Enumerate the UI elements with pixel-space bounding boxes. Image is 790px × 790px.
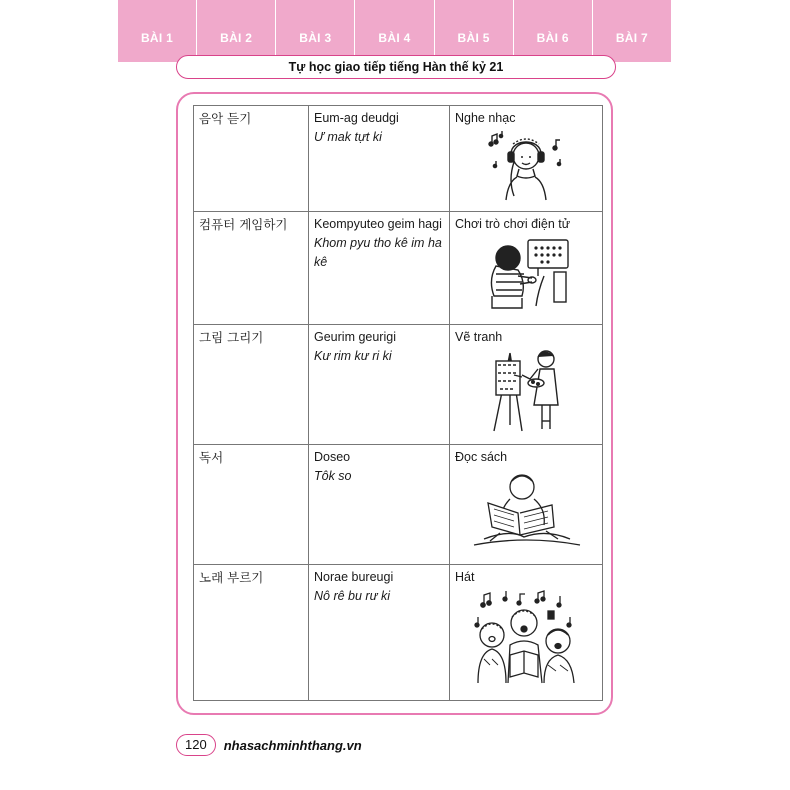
meaning-text: Nghe nhạc	[455, 111, 516, 125]
singing-children-illustration-icon	[470, 589, 582, 685]
meaning-text: Đọc sách	[455, 450, 508, 464]
romanization-text: Norae bureugi	[314, 570, 394, 584]
tab-bai-3[interactable]: BÀI 3	[276, 0, 355, 62]
romanization-cell	[309, 212, 450, 325]
page-number: 120	[176, 734, 216, 756]
meaning-cell	[450, 445, 603, 565]
romanization-text: Geurim geurigi	[314, 330, 396, 344]
meaning-cell	[450, 106, 603, 212]
meaning-cell	[450, 212, 603, 325]
tab-bai-1[interactable]: BÀI 1	[118, 0, 197, 62]
meaning-text: Chơi trò chơi điện tử	[455, 217, 571, 231]
website-link[interactable]: nhasachminhthang.vn	[223, 737, 362, 753]
romanization-cell	[309, 106, 450, 212]
romanization-cell	[309, 325, 450, 445]
tab-bai-2[interactable]: BÀI 2	[197, 0, 276, 62]
pronunciation-text: Tôk so	[314, 469, 352, 483]
korean-cell: 독서	[194, 445, 309, 565]
headphones-illustration-icon	[486, 130, 566, 202]
romanization-cell	[309, 445, 450, 565]
table-row	[194, 445, 603, 565]
korean-cell: 음악 듣기	[194, 106, 309, 212]
chapter-tabs	[118, 0, 671, 62]
pronunciation-text: Khom pyu tho kê im ha kê	[314, 236, 442, 269]
meaning-cell	[450, 565, 603, 701]
table-row	[194, 212, 603, 325]
reading-book-illustration-icon	[470, 469, 582, 547]
meaning-text: Vẽ tranh	[455, 330, 503, 344]
table-row	[194, 325, 603, 445]
romanization-text: Eum-ag deudgi	[314, 111, 399, 125]
romanization-text: Keompyuteo geim hagi	[314, 217, 442, 231]
tab-bai-6[interactable]: BÀI 6	[514, 0, 593, 62]
korean-cell: 그림 그리기	[194, 325, 309, 445]
pronunciation-text: Ư mak tựt ki	[314, 130, 382, 144]
korean-cell: 컴퓨터 게임하기	[194, 212, 309, 325]
tab-bai-5[interactable]: BÀI 5	[435, 0, 514, 62]
tab-bai-7[interactable]: BÀI 7	[615, 31, 648, 45]
table-row	[194, 565, 603, 701]
meaning-text: Hát	[455, 570, 475, 584]
table-row	[194, 106, 603, 212]
romanization-text: Doseo	[314, 450, 351, 464]
vocabulary-table	[193, 105, 603, 701]
meaning-cell	[450, 325, 603, 445]
painting-illustration-icon	[486, 349, 566, 433]
romanization-cell	[309, 565, 450, 701]
korean-cell: 노래 부르기	[194, 565, 309, 701]
book-title: Tự học giao tiếp tiếng Hàn thế kỷ 21	[176, 55, 616, 79]
pronunciation-text: Nô rê bu rư ki	[314, 589, 391, 603]
tab-bai-4[interactable]: BÀI 4	[355, 0, 434, 62]
page-footer	[176, 734, 362, 756]
video-game-illustration-icon	[478, 236, 574, 312]
pronunciation-text: Kư rim kư ri ki	[314, 349, 392, 363]
